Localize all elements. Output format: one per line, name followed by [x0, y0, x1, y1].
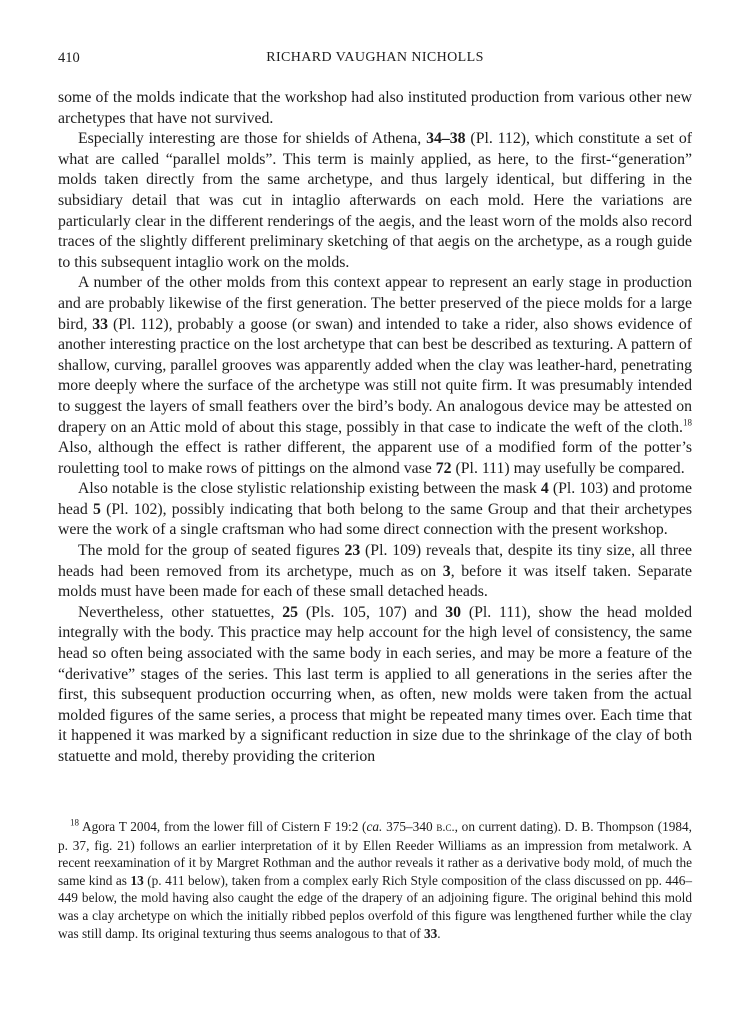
text-run: Especially interesting are those for shields of Athena,: [78, 130, 427, 148]
italic-text: ca.: [366, 819, 383, 834]
text-run: (Pl. 112), probably a goose (or swan) and intended to take a rider, also shows evidence of another interesting practice on the lost archetype that can best be described as texturing. A pattern of shallow, curving, parallel grooves was apparently added when the clay was leather-hard, penetrating more deeply where the surface of the archetype was still not quite firm. It was presumably intended to suggest the layers of small feathers over the bird’s body. An analogous device may be attested on drapery on an Attic mold of about this stage, possibly in that case to indicate the weft of the cloth.: [58, 315, 692, 436]
text-run: (Pl. 109) reveals that, despite its tiny size, all three heads had been removed from its archetype, much as on: [58, 542, 692, 580]
catalog-number: 33: [423, 925, 438, 941]
text-run: (Pl. 102), possibly indicating that both belong to the same Group and that their archetypes were the work of a single craftsman who had some direct connection with the present workshop.: [58, 500, 692, 539]
text-run: Nevertheless, other statuettes,: [78, 603, 283, 621]
text-run: Also notable is the close stylistic relationship existing between the mask: [78, 480, 541, 498]
text-run: (p. 411 below), taken from a complex early Rich Style composition of the class discussed on pp. 446–449 below, the mold having also caught the edge of the drapery of an adjoining figure. The original behind this mold was a clay archetype on which the initially ribbed peplos overfold of this figure was lengthened further while the clay was still damp. Its original texturing thus seems analogous to that of: [58, 872, 692, 941]
paragraph: [58, 88, 692, 129]
text-run: , before it was itself taken. Separate molds must have been made for each of these small detached heads.: [58, 562, 692, 601]
text-run: (Pls. 105, 107) and: [298, 603, 446, 621]
paragraph: [58, 603, 692, 768]
catalog-number: 25: [282, 603, 299, 621]
catalog-number: 34–38: [426, 130, 466, 148]
catalog-number: 23: [344, 542, 361, 560]
small-caps-text: b.c.: [436, 820, 455, 834]
paragraph: [58, 273, 692, 479]
catalog-number: 3: [442, 562, 451, 580]
body-text: [58, 88, 692, 768]
footnote-marker: 18: [683, 417, 692, 428]
text-run: , on current dating). D. B. Thompson (1984, p. 37, fig. 21) follows an earlier interpretation of it by Ellen Reeder Williams as an impression from metalwork. A recent reexamination of it by Margret Rothman and the author reveals it rather as a derivative body mold, of much the same kind as: [58, 819, 693, 888]
text-run: Also, although the effect is rather different, the apparent use of a modified form of the potter’s rouletting tool to make rows of pittings on the almond vase: [58, 439, 692, 477]
text-run: some of the molds indicate that the workshop had also instituted production from various other new archetypes that have not survived.: [58, 89, 692, 127]
paragraph: [58, 129, 692, 273]
running-head: [58, 50, 692, 72]
text-run: Agora T 2004, from the lower fill of Cistern F 19:2 (: [79, 819, 367, 834]
text-run: 375–340: [382, 819, 437, 834]
catalog-number: 72: [435, 459, 452, 477]
text-run: A number of the other molds from this context appear to represent an early stage in production and are probably likewise of the first generation. The better preserved of the piece molds for a large bird,: [58, 274, 692, 333]
footnote: [58, 818, 692, 942]
text-run: The mold for the group of seated figures: [78, 542, 345, 560]
text-run: (Pl. 103) and protome head: [58, 480, 692, 518]
running-head-author: RICHARD VAUGHAN NICHOLLS: [266, 50, 484, 65]
paragraph: [58, 541, 692, 603]
catalog-number: 4: [540, 480, 549, 498]
catalog-number: 13: [130, 872, 144, 888]
footnote-marker: 18: [70, 817, 79, 828]
page: [58, 50, 692, 768]
catalog-number: 33: [92, 315, 109, 333]
text-run: (Pl. 112), which constitute a set of what are called “parallel molds”. This term is mainly applied, as here, to the first-“generation” molds taken directly from the same archetype, and thus largely identical, but differing in the subsidiary detail that was cut in intaglio afterwards on each mold. Here the variations are particularly clear in the different renderings of the aegis, and the least worn of the molds also record traces of the slightly different preliminary sketching of that aegis on the archetype, as a rough guide to this subsequent intaglio work on the molds.: [58, 130, 692, 271]
catalog-number: 5: [93, 500, 101, 518]
text-run: (Pl. 111), show the head molded integrally with the body. This practice may help account for the high level of consistency, the same head so often being associated with the same body in each series, and may be more a feature of the “derivative” stages of the series. This last term is applied to all generations in the series after the first, this subsequent production occurring when, as often, new molds were taken from the actual molded figures of the same series, a process that might be repeated many times over. Each time that it happened it was marked by a significant reduction in size due to the shrinkage of the clay of both statuette and mold, thereby providing the criterion: [58, 603, 692, 765]
paragraph: [58, 479, 692, 541]
text-run: (Pl. 111) may usefully be compared.: [451, 459, 685, 477]
page-number: 410: [58, 50, 80, 66]
catalog-number: 30: [445, 603, 461, 621]
text-run: .: [437, 925, 441, 941]
